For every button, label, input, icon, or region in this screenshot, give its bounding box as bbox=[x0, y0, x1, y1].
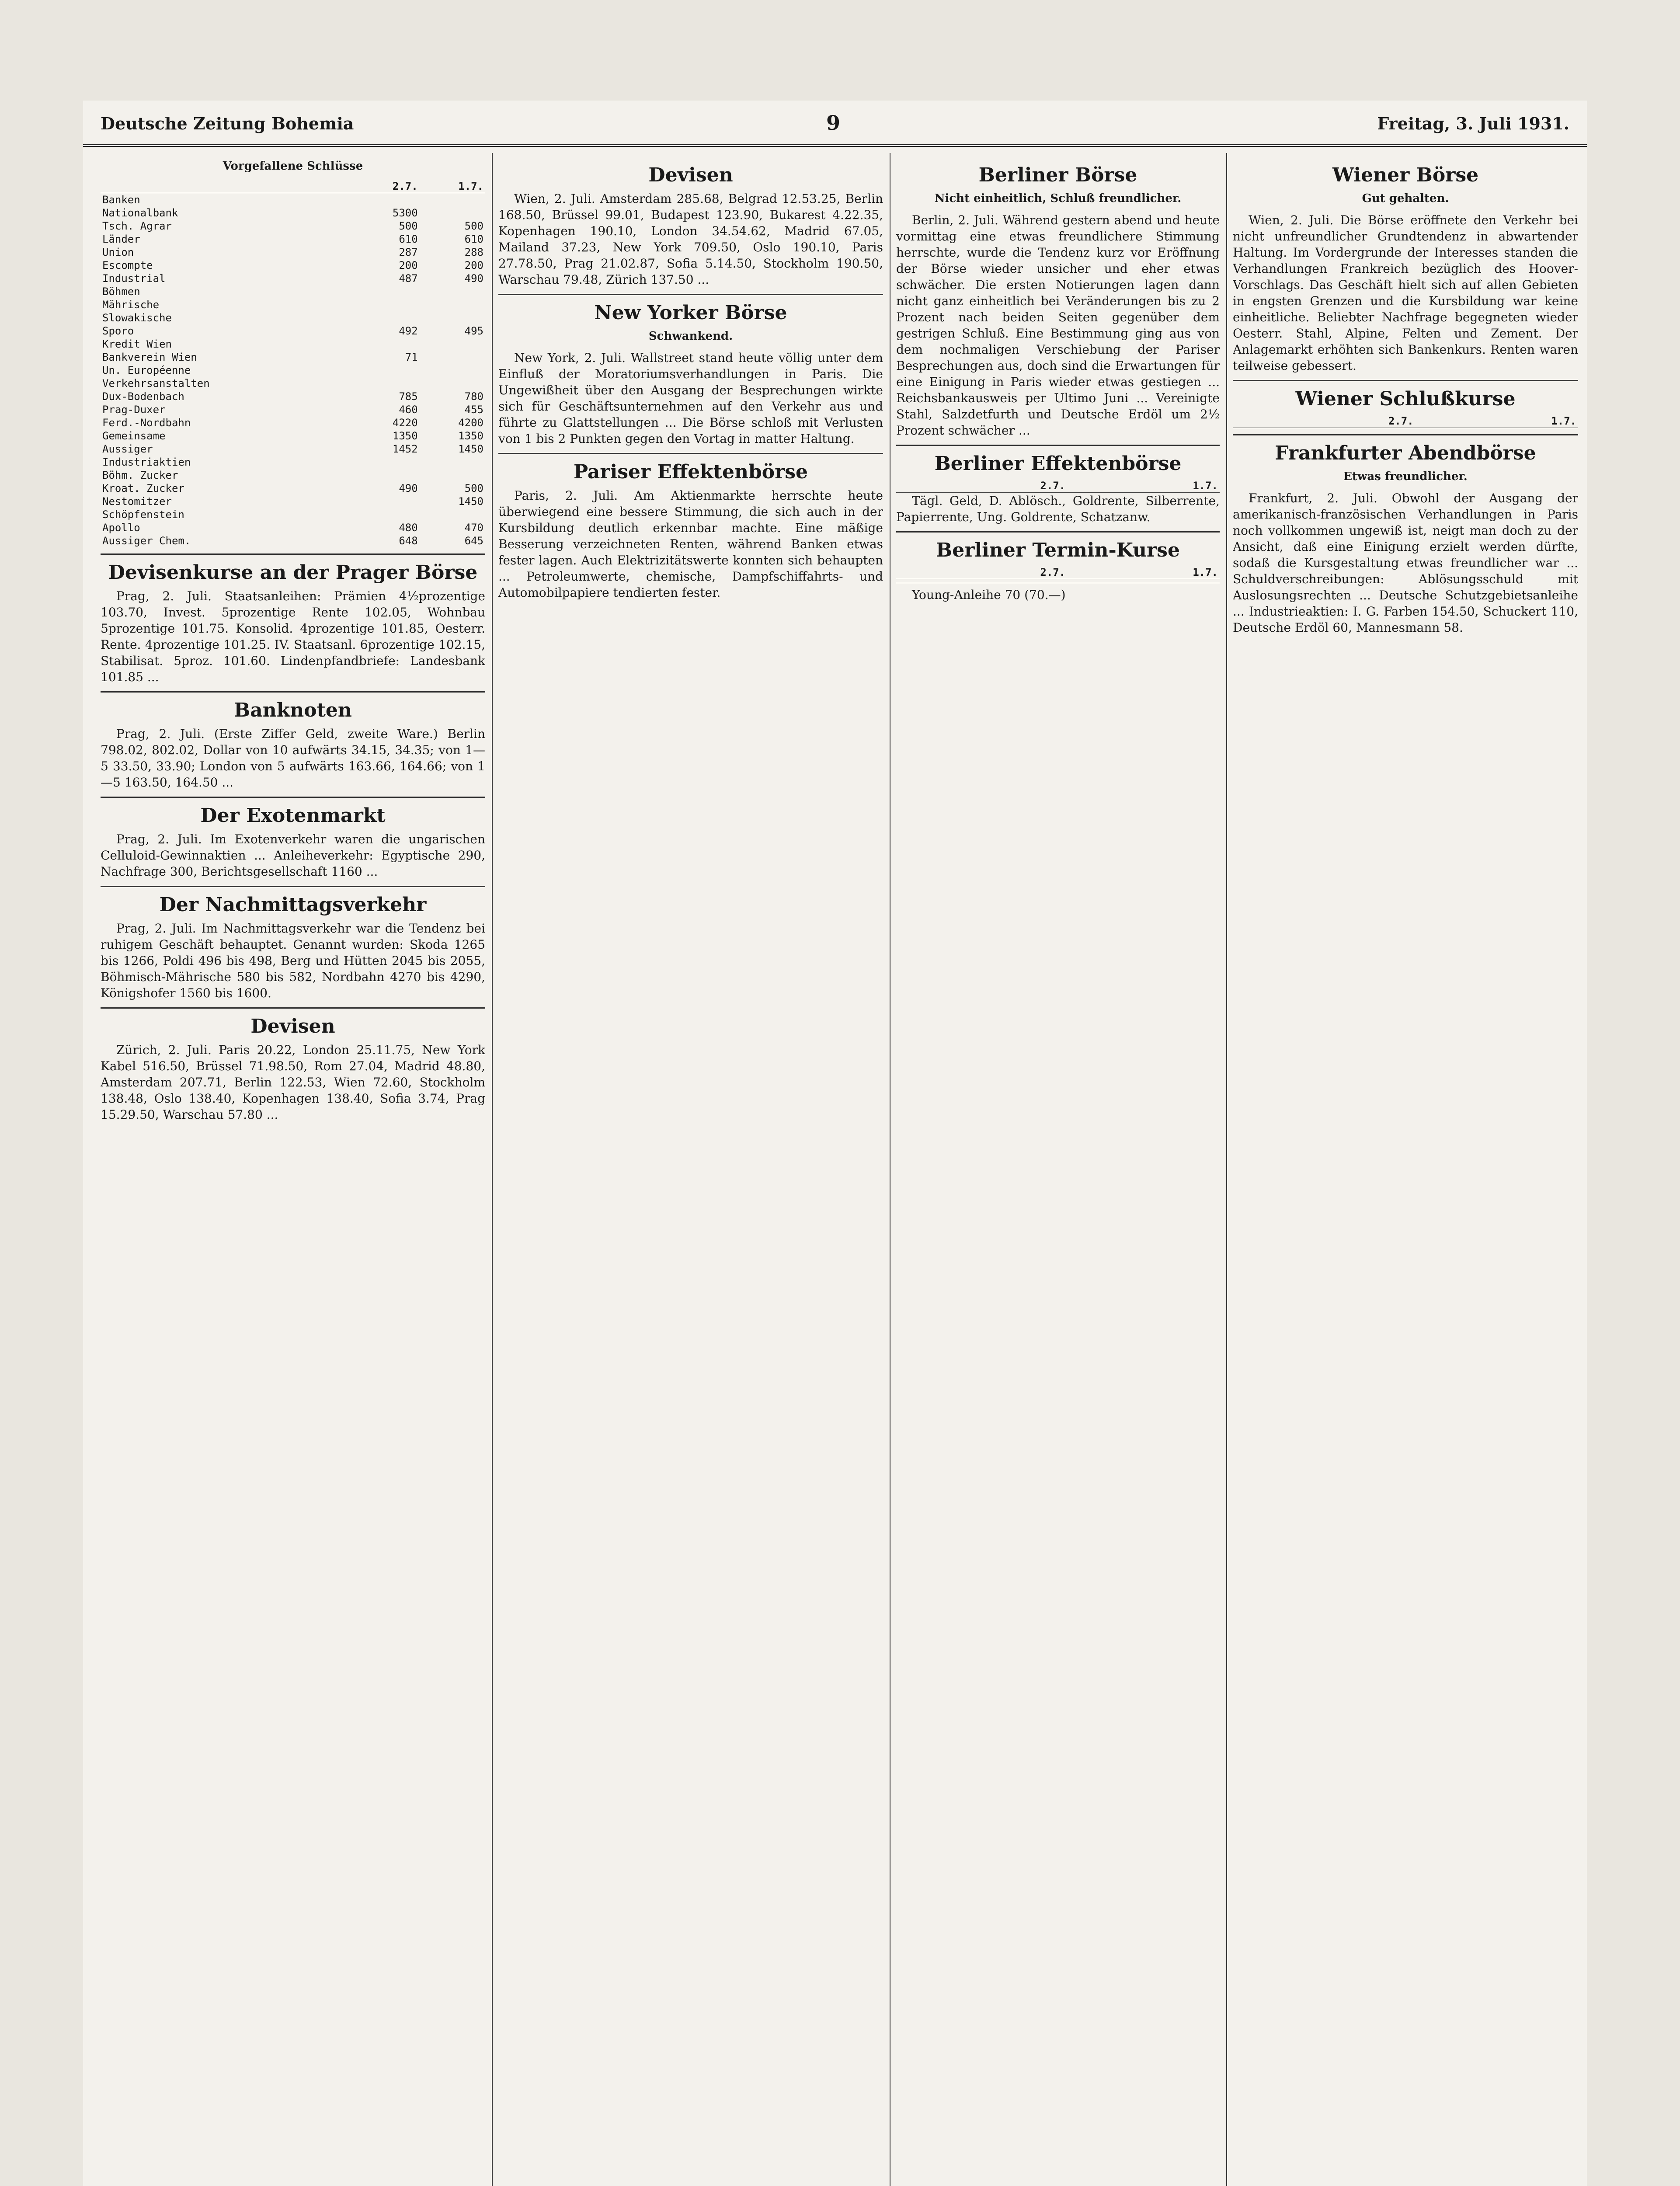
article-subtitle: Etwas freundlicher. bbox=[1343, 470, 1468, 483]
article-subtitle: Schwankend. bbox=[648, 330, 733, 343]
table-row bbox=[101, 193, 485, 207]
table-cell: 5300 bbox=[392, 207, 418, 219]
table-header-cell: 1.7. bbox=[1416, 414, 1578, 428]
table-row bbox=[101, 259, 485, 272]
divider bbox=[896, 531, 1220, 533]
table-row bbox=[101, 534, 485, 547]
divider bbox=[101, 553, 485, 555]
table-header-row bbox=[101, 180, 485, 193]
divider bbox=[896, 445, 1220, 446]
table-cell: Mährische bbox=[102, 299, 160, 311]
table-row bbox=[101, 521, 485, 534]
article bbox=[1233, 434, 1578, 636]
table-row bbox=[101, 403, 485, 416]
table-row bbox=[101, 377, 485, 390]
table-header-cell bbox=[1233, 414, 1252, 428]
quote-table bbox=[896, 566, 1220, 579]
table-row bbox=[101, 351, 485, 364]
table-cell: 490 bbox=[399, 482, 418, 494]
table-cell bbox=[354, 377, 419, 390]
column-divider bbox=[492, 153, 493, 2186]
table-cell: 492 bbox=[399, 325, 418, 337]
article bbox=[498, 294, 883, 447]
table-cell bbox=[354, 508, 419, 521]
table-cell: Tsch. Agrar bbox=[102, 220, 172, 232]
article bbox=[1233, 164, 1578, 374]
article-title: Berliner Börse bbox=[978, 164, 1137, 186]
column-4 bbox=[1233, 157, 1578, 2173]
table-header-cell bbox=[896, 566, 915, 579]
table-row bbox=[101, 456, 485, 469]
article bbox=[1233, 380, 1578, 428]
article-subtitle: Nicht einheitlich, Schluß freundlicher. bbox=[934, 192, 1182, 205]
table-cell: 490 bbox=[464, 272, 483, 285]
quote-table bbox=[896, 479, 1220, 493]
table-cell: Aussiger Chem. bbox=[102, 535, 191, 547]
article-title: Devisen bbox=[250, 1015, 335, 1037]
table-cell bbox=[354, 193, 419, 207]
table-cell: Apollo bbox=[102, 522, 140, 534]
article-title: Berliner Termin-Kurse bbox=[936, 539, 1180, 561]
table-cell: 4200 bbox=[458, 417, 483, 429]
table-row bbox=[101, 429, 485, 442]
article-body: Prag, 2. Juli. Staatsanleihen: Prämien 4½prozentige 103.70, Invest. 5prozentige Rente 102.05, Wohnbau 5prozentige 101.75. Konsolid. 4prozentige 101.85, Oesterr. Rente. 4prozentige 101.25. IV. Staatsanl. 6prozentige 102.15, Stabilisat. 5proz. 101.60. Lindenpfandbriefe: Landesbank 101.85 ... bbox=[101, 589, 485, 684]
article-body: Berlin, 2. Juli. Während gestern abend und heute vormittag eine etwas freundlichere Stimmung herrschte, wurde die Tendenz kurz vor Eröffnung der Börse wieder unsicher und eher etwas schwächer. Die ersten Notierungen lagen dann nicht ganz einheitlich bei Veränderungen bis zu 2 Prozent nach beiden Seiten gegenüber dem gestrigen Schluß. Eine Bestimmung ging aus von dem nochmaligen Verschiebung der Pariser Besprechungen aus, doch sind die Erwartungen für eine Einigung in Paris wieder etwas gestiegen ... Reichsbankausweis per Ultimo Juni ... Vereinigte Stahl, Salzdetfurth und Deutsche Erdöl um 2½ Prozent schwächer ... bbox=[896, 213, 1220, 438]
article bbox=[101, 1007, 485, 1123]
article bbox=[498, 164, 883, 288]
table-cell: Nestomitzer bbox=[102, 495, 172, 508]
article-title: Devisenkurse an der Prager Börse bbox=[108, 561, 478, 584]
table-row bbox=[101, 469, 485, 482]
table-row bbox=[101, 390, 485, 403]
table-cell: 610 bbox=[464, 233, 483, 245]
article-body: New York, 2. Juli. Wallstreet stand heute völlig unter dem Einfluß der Moratoriumsverhandlungen in Paris. Die Ungewißheit über den Ausgang der Besprechungen wirkte sich für Geschäftsunternehmen auf den Verkehr aus und führte zu Glattstellungen ... Die Börse schloß mit Verlusten von 1 bis 2 Punkten gegen den Vortag in matter Haltung. bbox=[498, 351, 883, 446]
table-cell bbox=[420, 206, 485, 219]
column-divider bbox=[1226, 153, 1227, 2186]
divider bbox=[101, 886, 485, 887]
table-cell: 455 bbox=[464, 404, 483, 416]
table-row bbox=[101, 311, 485, 324]
table-cell: 645 bbox=[464, 535, 483, 547]
divider bbox=[101, 797, 485, 798]
table-row bbox=[101, 219, 485, 233]
table-header-cell: 2.7. bbox=[915, 479, 1067, 493]
table-header-row bbox=[896, 479, 1220, 493]
table-header-cell: 2.7. bbox=[354, 180, 419, 193]
table-cell: 1350 bbox=[392, 430, 418, 442]
table-cell bbox=[354, 298, 419, 311]
table-cell bbox=[420, 351, 485, 364]
table-row bbox=[101, 206, 485, 219]
table-cell bbox=[420, 338, 485, 351]
table-cell: Gemeinsame bbox=[102, 430, 166, 442]
table-cell: Nationalbank bbox=[102, 207, 178, 219]
article-body: Wien, 2. Juli. Die Börse eröffnete den Verkehr bei nicht unfreundlicher Grundtendenz in abwartender Haltung. Im Vordergrunde der Interesses standen die Verhandlungen Frankreich bezüglich des Hoover-Vorschlags. Das Geschäft hielt sich auf allen Gebieten in engsten Grenzen und die Kursbildung war keine einheitliche. Beliebter Nachfrage begegneten wieder Oesterr. Stahl, Alpine, Felten und Zement. Der Anlagemarkt erhöhten sich Bankenkurs. Renten waren teilweise gebessert. bbox=[1233, 213, 1578, 373]
table-cell: 785 bbox=[399, 390, 418, 403]
table-title: Vorgefallene Schlüsse bbox=[223, 160, 363, 173]
table-cell: 1450 bbox=[458, 443, 483, 455]
table-row bbox=[101, 272, 485, 285]
table-cell bbox=[420, 311, 485, 324]
table-cell: 1452 bbox=[392, 443, 418, 455]
table-row bbox=[101, 495, 485, 508]
table-header-row bbox=[896, 566, 1220, 579]
table-cell: 287 bbox=[399, 246, 418, 258]
table-cell: Länder bbox=[102, 233, 140, 245]
table-header-cell: 2.7. bbox=[1252, 414, 1415, 428]
article bbox=[896, 164, 1220, 439]
table-cell: 1450 bbox=[458, 495, 483, 508]
table-row bbox=[101, 233, 485, 246]
article-body: Prag, 2. Juli. (Erste Ziffer Geld, zweite Ware.) Berlin 798.02, 802.02, Dollar von 10 aufwärts 34.15, 34.35; von 1—5 33.50, 33.90; London von 5 aufwärts 163.66, 164.66; von 1—5 163.50, 164.50 ... bbox=[101, 727, 485, 790]
table-row bbox=[101, 416, 485, 429]
article bbox=[101, 886, 485, 1001]
article bbox=[101, 561, 485, 685]
article-title: Devisen bbox=[648, 164, 733, 186]
divider bbox=[498, 453, 883, 454]
table-cell: Aussiger bbox=[102, 443, 153, 455]
table-cell: Industrial bbox=[102, 272, 166, 285]
table-cell bbox=[420, 508, 485, 521]
divider bbox=[101, 691, 485, 693]
table-cell: Verkehrsanstalten bbox=[102, 377, 210, 390]
table-cell: 480 bbox=[399, 522, 418, 534]
article-title: Banknoten bbox=[234, 699, 352, 721]
table-cell bbox=[420, 364, 485, 377]
table-cell: Böhmen bbox=[102, 285, 140, 298]
table-header-cell: 1.7. bbox=[1067, 566, 1220, 579]
table-row bbox=[101, 338, 485, 351]
article bbox=[896, 445, 1220, 525]
table-cell bbox=[420, 377, 485, 390]
paper-title: Deutsche Zeitung Bohemia bbox=[101, 114, 354, 133]
table-cell: 470 bbox=[464, 522, 483, 534]
article-title: New Yorker Börse bbox=[594, 302, 787, 324]
table-header-cell: 2.7. bbox=[915, 566, 1067, 579]
table-cell bbox=[354, 311, 419, 324]
table-row bbox=[101, 364, 485, 377]
table-cell bbox=[354, 469, 419, 482]
table-row bbox=[101, 508, 485, 521]
table-cell: 4220 bbox=[392, 417, 418, 429]
table-cell: Ferd.-Nordbahn bbox=[102, 417, 191, 429]
article-title: Wiener Börse bbox=[1332, 164, 1479, 186]
table-cell: 460 bbox=[399, 404, 418, 416]
table-cell: Industriaktien bbox=[102, 456, 191, 468]
table-header-cell bbox=[896, 479, 915, 493]
article-body: Frankfurt, 2. Juli. Obwohl der Ausgang der amerikanisch-französischen Verhandlungen in Paris noch vollkommen ungewiß ist, neigt man doch zu der Ansicht, daß eine Einigung erzielt werden dürfte, sodaß die Kursgestaltung etwas freundlicher war ... Schuldverschreibungen: Ablösungsschuld mit Auslosungsrechten ... Deutsche Schutzgebietsanleihe ... Industrieaktien: I. G. Farben 154.50, Schuckert 110, Deutsche Erdöl 60, Mannesmann 58. bbox=[1233, 491, 1578, 635]
table-cell: Escompte bbox=[102, 259, 153, 272]
quote-table bbox=[1233, 414, 1578, 428]
table-cell: Slowakische bbox=[102, 312, 172, 324]
table-cell: 1350 bbox=[458, 430, 483, 442]
page-number: 9 bbox=[826, 111, 841, 135]
table-cell bbox=[354, 338, 419, 351]
table-cell: Prag-Duxer bbox=[102, 404, 166, 416]
issue-date: Freitag, 3. Juli 1931. bbox=[1377, 114, 1569, 133]
table-header-row bbox=[1233, 414, 1578, 428]
table-cell bbox=[354, 495, 419, 508]
table-cell bbox=[420, 469, 485, 482]
table-row bbox=[101, 298, 485, 311]
table-cell bbox=[354, 456, 419, 469]
table-row bbox=[101, 246, 485, 259]
article-subtitle: Gut gehalten. bbox=[1362, 192, 1449, 205]
table-header-cell: 1.7. bbox=[420, 180, 485, 193]
article-body: Wien, 2. Juli. Amsterdam 285.68, Belgrad 12.53.25, Berlin 168.50, Brüssel 99.01, Budapest 123.90, Bukarest 4.22.35, Kopenhagen 190.10, London 34.54.62, Madrid 67.05, Mailand 37.23, New York 709.50, Oslo 190.10, Paris 27.78.50, Prag 21.02.87, Sofia 5.14.50, Stockholm 190.50, Warschau 79.48, Zürich 137.50 ... bbox=[498, 191, 883, 287]
table-cell: 500 bbox=[399, 220, 418, 232]
article-body: Prag, 2. Juli. Im Nachmittagsverkehr war die Tendenz bei ruhigem Geschäft behauptet. Genannt wurden: Skoda 1265 bis 1266, Poldi 496 bis 498, Berg und Hütten 2045 bis 2055, Böhmisch-Mährische 580 bis 582, Nordbahn 4270 bis 4290, Königshofer 1560 bis 1600. bbox=[101, 921, 485, 1000]
column-2 bbox=[498, 157, 883, 2186]
table-cell bbox=[420, 298, 485, 311]
column-3 bbox=[896, 157, 1220, 2186]
article-title: Pariser Effektenbörse bbox=[573, 461, 808, 483]
table-row bbox=[101, 442, 485, 456]
table-cell: Sporo bbox=[102, 325, 134, 337]
stock-table bbox=[101, 180, 485, 547]
table-cell: Schöpfenstein bbox=[102, 508, 184, 521]
table-cell: Böhm. Zucker bbox=[102, 469, 178, 481]
table-header-cell bbox=[101, 180, 354, 193]
article bbox=[896, 531, 1220, 579]
article-title: Der Nachmittagsverkehr bbox=[159, 894, 427, 916]
divider bbox=[1233, 380, 1578, 381]
divider bbox=[498, 294, 883, 295]
table-cell: Dux-Bodenbach bbox=[102, 390, 184, 403]
table-cell bbox=[354, 364, 419, 377]
table-cell: Banken bbox=[102, 194, 140, 206]
table-cell bbox=[354, 285, 419, 298]
article-body: Paris, 2. Juli. Am Aktienmarkte herrschte heute überwiegend eine bessere Stimmung, die sich auch in der Kursbildung deutlich erkennbar machte. Eine mäßige Besserung verzeichneten Renten, während Banken etwas fester lagen. Auch Elektrizitätswerte konnten sich behaupten ... Petroleumwerte, chemische, Dampfschiffahrts- und Automobilpapiere tendierten fester. bbox=[498, 488, 883, 600]
article-title: Wiener Schlußkurse bbox=[1295, 388, 1516, 410]
table-cell: 648 bbox=[399, 535, 418, 547]
table-cell: 500 bbox=[464, 220, 483, 232]
column-1 bbox=[101, 157, 485, 2186]
article-title: Berliner Effektenbörse bbox=[934, 453, 1182, 475]
article-title: Frankfurter Abendbörse bbox=[1275, 442, 1536, 464]
divider bbox=[101, 1007, 485, 1009]
article bbox=[101, 797, 485, 880]
table-cell: 200 bbox=[399, 259, 418, 272]
table-cell bbox=[420, 285, 485, 298]
divider bbox=[1233, 434, 1578, 435]
table-cell bbox=[420, 456, 485, 469]
table-cell: Bankverein Wien bbox=[102, 351, 197, 363]
table-cell: Kroat. Zucker bbox=[102, 482, 184, 494]
table-cell: 495 bbox=[464, 325, 483, 337]
table-note: Tägl. Geld, D. Ablösch., Goldrente, Silberrente, Papierrente, Ung. Goldrente, Schatzanw. bbox=[896, 494, 1220, 524]
table-cell: 71 bbox=[405, 351, 418, 363]
table-cell: 500 bbox=[464, 482, 483, 494]
article-body: Prag, 2. Juli. Im Exotenverkehr waren die ungarischen Celluloid-Gewinnaktien ... Anleiheverkehr: Egyptische 290, Nachfrage 300, Berichtsgesellschaft 1160 ... bbox=[101, 832, 485, 879]
table-cell: 200 bbox=[464, 259, 483, 272]
footer-note: Young-Anleihe 70 (70.—) bbox=[912, 588, 1066, 602]
page-header bbox=[83, 101, 1587, 147]
table-cell: Un. Européenne bbox=[102, 364, 191, 376]
table-cell: Union bbox=[102, 246, 134, 258]
table-cell bbox=[420, 193, 485, 207]
newspaper-page bbox=[83, 101, 1587, 2186]
article bbox=[498, 453, 883, 601]
article bbox=[101, 691, 485, 790]
table-header-cell: 1.7. bbox=[1067, 479, 1220, 493]
article-title: Der Exotenmarkt bbox=[200, 804, 386, 827]
table-cell: Kredit Wien bbox=[102, 338, 172, 350]
table-cell: 610 bbox=[399, 233, 418, 245]
article-body: Zürich, 2. Juli. Paris 20.22, London 25.11.75, New York Kabel 516.50, Brüssel 71.98.50, Rom 27.04, Madrid 48.80, Amsterdam 207.71, Berlin 122.53, Wien 72.60, Stockholm 138.48, Oslo 138.40, Kopenhagen 138.40, Sofia 3.74, Prag 15.29.50, Warschau 57.80 ... bbox=[101, 1043, 485, 1122]
table-row bbox=[101, 285, 485, 298]
table-cell: 780 bbox=[464, 390, 483, 403]
table-cell: 288 bbox=[464, 246, 483, 258]
table-row bbox=[101, 482, 485, 495]
table-cell: 487 bbox=[399, 272, 418, 285]
table-row bbox=[101, 324, 485, 338]
